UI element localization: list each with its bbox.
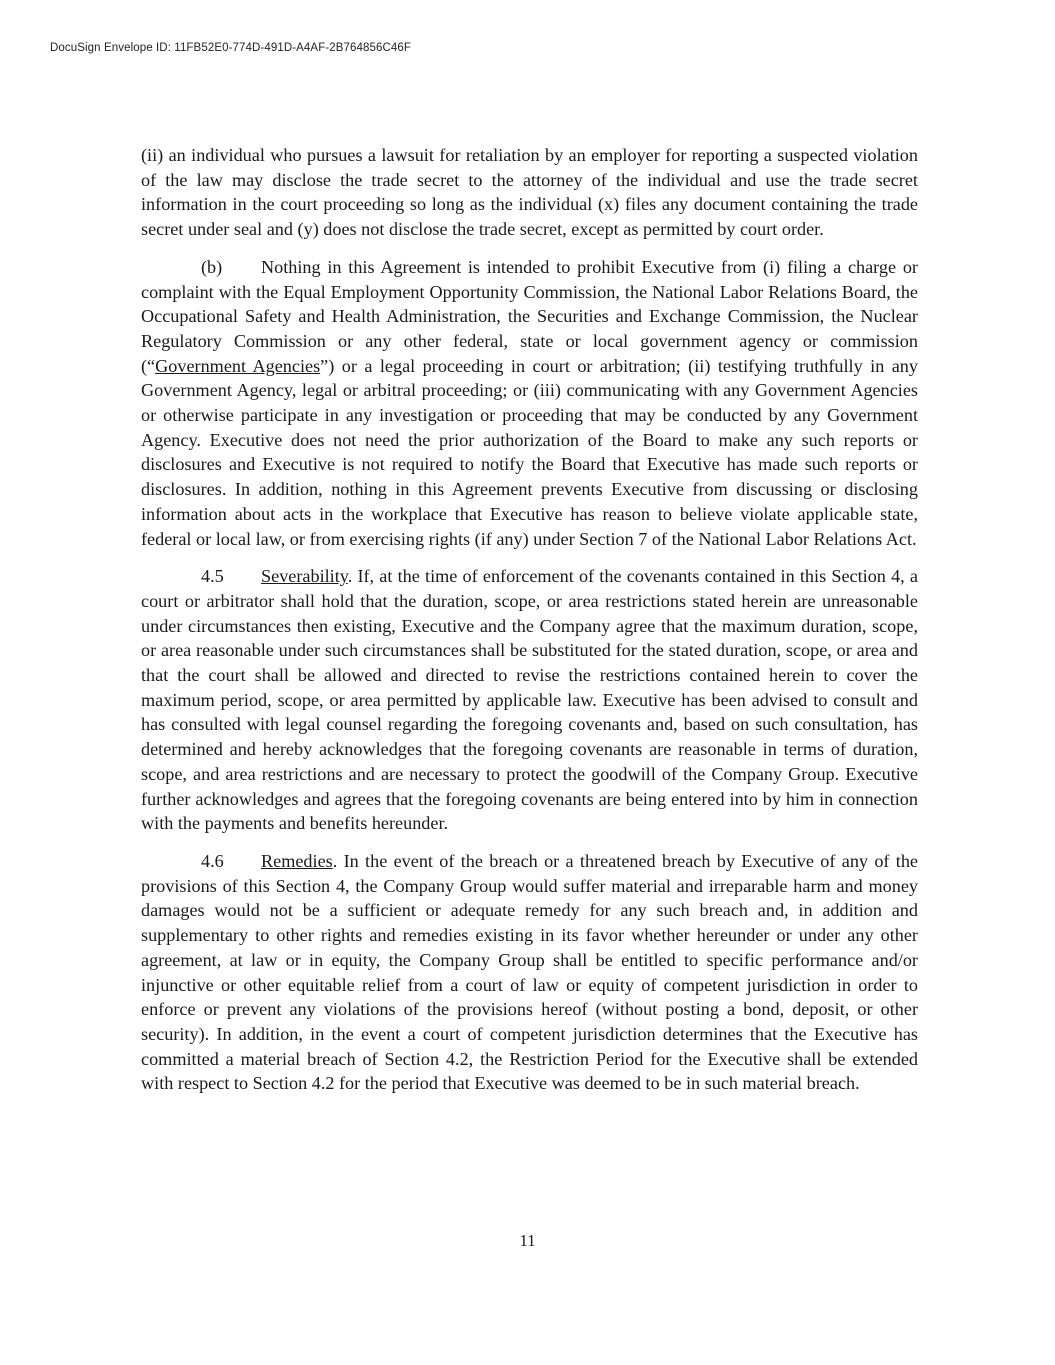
paragraph-label: (b)	[201, 256, 223, 277]
section-body: . If, at the time of enforcement of the covenants contained in this Section 4, a court or arbitrator shall hold that the duration, scope, or area restrictions stated herein are unreasonable under circumstances then existing, Executive and the Company agree that the maximum duration, scope, or area reasonable under such circumstances shall be substituted for the stated duration, scope, or area and that the court shall be allowed and directed to revise the restrictions contained herein to cover the maximum period, scope, or area permitted by applicable law. Executive has been advised to consult and has consulted with legal counsel regarding the foregoing covenants and, based on such consultation, has determined and hereby acknowledges that the foregoing covenants are reasonable in terms of duration, scope, and area restrictions and are necessary to protect the goodwill of the Company Group. Executive further acknowledges and agrees that the foregoing covenants are being entered into by him in connection with the payments and benefits hereunder.	[141, 566, 918, 834]
document-body	[141, 143, 918, 1109]
paragraph-trade-secret-retaliation	[141, 143, 918, 242]
docusign-envelope-id: DocuSign Envelope ID: 11FB52E0-774D-491D-A4AF-2B764856C46F	[50, 42, 412, 54]
paragraph-text: (ii) an individual who pursues a lawsuit for retaliation by an employer for reporting a suspected violation of the law may disclose the trade secret to the attorney of the individual and use the trade secret information in the court proceeding so long as the individual (x) files any document containing the trade secret under seal and (y) does not disclose the trade secret, except as permitted by court order.	[141, 145, 918, 240]
paragraph-text-before-term: Nothing in this Agreement is intended to prohibit Executive from (i) filing a charge or complaint with the Equal Employment Opportunity Commission, the National Labor Relations Board, the Occupational Safety and Health Administration, the Securities and Exchange Commission, the Nuclear Regulatory Commission or any other federal, state or local government agency or commission (“	[141, 256, 918, 376]
section-heading-severability: Severability	[261, 566, 348, 587]
section-heading-remedies: Remedies	[261, 850, 333, 871]
section-body: . In the event of the breach or a threatened breach by Executive of any of the provisions of this Section 4, the Company Group would suffer material and irreparable harm and money damages would not be a sufficient or adequate remedy for any such breach and, in addition and supplementary to other rights and remedies existing in its favor whether hereunder or under any other agreement, at law or in equity, the Company Group shall be entitled to specific performance and/or injunctive or other equitable relief from a court of law or equity of competent jurisdiction in order to enforce or prevent any violations of the provisions hereof (without posting a bond, deposit, or other security). In addition, in the event a court of competent jurisdiction determines that the Executive has committed a material breach of Section 4.2, the Restriction Period for the Executive shall be extended with respect to Section 4.2 for the period that Executive was deemed to be in such material breach.	[141, 850, 918, 1094]
page-number: 11	[519, 1231, 536, 1250]
section-number: 4.5	[201, 566, 224, 587]
section-number: 4.6	[201, 850, 224, 871]
paragraph-government-agencies	[141, 255, 918, 551]
defined-term-government-agencies: Government Agencies	[155, 355, 321, 376]
section-4-6-remedies	[141, 849, 918, 1096]
section-4-5-severability	[141, 564, 918, 836]
paragraph-text-after-term: ”) or a legal proceeding in court or arbitration; (ii) testifying truthfully in any Government Agency, legal or arbitral proceeding; or (iii) communicating with any Government Agencies or otherwise participate in any investigation or proceeding that may be conducted by any Government Agency. Executive does not need the prior authorization of the Board to make any such reports or disclosures and Executive is not required to notify the Board that Executive has made such reports or disclosures. In addition, nothing in this Agreement prevents Executive from discussing or disclosing information about acts in the workplace that Executive has reason to believe violate applicable state, federal or local law, or from exercising rights (if any) under Section 7 of the National Labor Relations Act.	[141, 355, 918, 549]
